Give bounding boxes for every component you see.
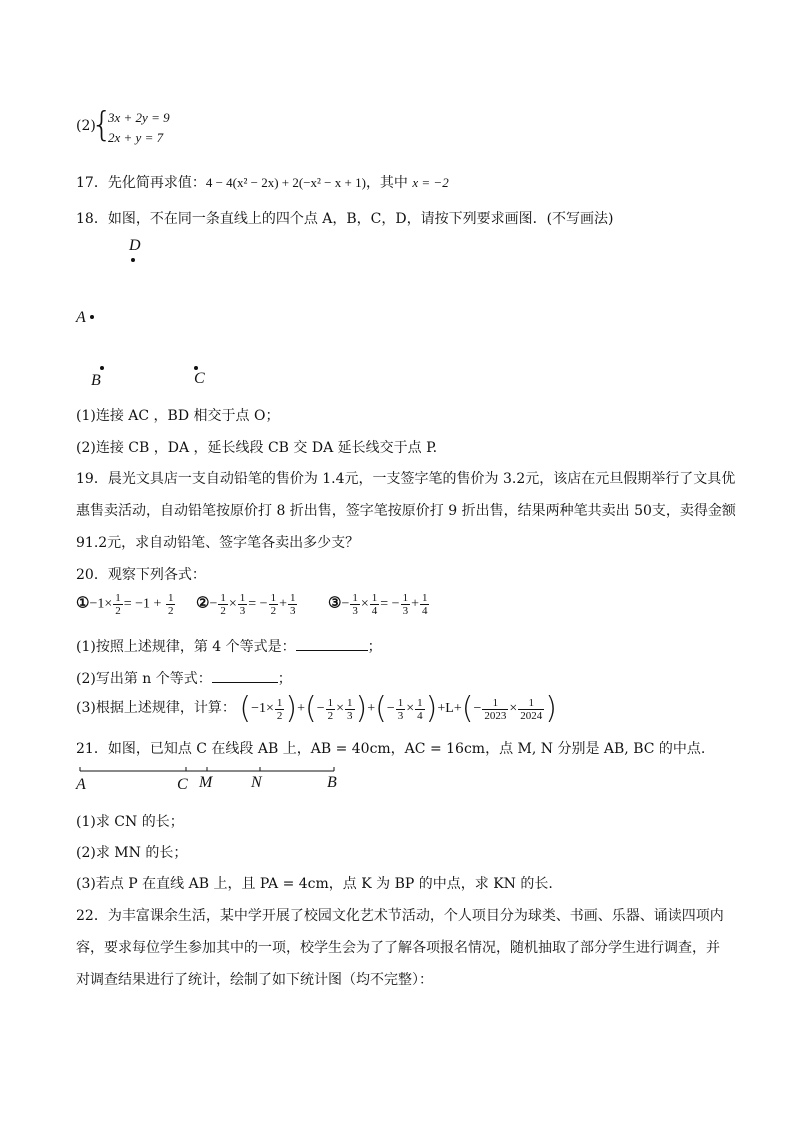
paren-close-4: ) — [545, 691, 558, 726]
eq2-frac0: $\frac{1}{2}$ — [220, 592, 226, 617]
eq2-frac3: $\frac{1}{3}$ — [289, 592, 296, 617]
q20-part3-text: (3)根据上述规律，计算： — [76, 700, 236, 717]
q20-part2-end: ； — [277, 671, 292, 687]
seg-label-n: N — [251, 774, 262, 791]
eq3-frac1: $\frac{1}{4}$ — [371, 592, 378, 617]
eq3-plus: + — [411, 596, 419, 612]
eq3-mark: ③ — [328, 595, 342, 612]
system-brace: { — [91, 105, 113, 145]
point-a-label: A — [76, 309, 86, 326]
q16-2-label: (2) — [76, 118, 96, 134]
point-b-label: B — [91, 372, 101, 389]
eq3-times: × — [360, 596, 369, 612]
eq2-part-b: = − — [248, 596, 268, 612]
eq1-frac1: $\frac{1}{2}$ — [115, 592, 121, 617]
q21-part1: (1)求 CN 的长； — [76, 814, 184, 830]
point-a — [90, 315, 94, 319]
q20-eq-2 — [196, 592, 298, 617]
eq1-part-b: = −1 + — [123, 596, 165, 612]
eq2-part-a: − — [209, 596, 218, 612]
q20-answer-blank-2[interactable] — [212, 668, 278, 683]
q20-answer-blank-1[interactable] — [296, 636, 368, 651]
q20-part1-text: (1)按照上述规律，第 4 个等式是： — [76, 639, 296, 655]
q20-stem: 20．观察下列各式： — [76, 567, 206, 583]
eq3-frac3: $\frac{1}{4}$ — [421, 592, 428, 617]
q20-part1-end: ； — [367, 639, 382, 655]
q17-suffix: ，其中 — [365, 175, 413, 191]
point-c-label: C — [194, 370, 205, 387]
q19-line1: 19．晨光文具店一支自动铅笔的售价为 1.4元，一支签字笔的售价为 3.2元，该店在元旦假期举行了文具优 — [76, 471, 736, 487]
q17-cond: x = −2 — [412, 175, 449, 190]
q20-eq-1 — [76, 592, 176, 617]
q21-part2: (2)求 MN 的长； — [76, 845, 188, 861]
paren-open-3: ( — [375, 691, 387, 726]
eq3-part-b: = − — [380, 596, 400, 612]
q18-part2: (2)连接 CB ，DA ，延长线段 CB 交 DA 延长线交于点 P. — [76, 440, 438, 456]
q16-2-eq2: 2x + y = 7 — [108, 130, 164, 145]
q22-line1: 22．为丰富课余生活，某中学开展了校园文化艺术节活动，个人项目分为球类、书画、乐器、诵读四项内 — [76, 908, 724, 924]
paren-open-1: ( — [239, 691, 252, 726]
paren-open-2: ( — [304, 691, 317, 726]
paren-close-3: ) — [425, 691, 438, 726]
q20-part2 — [76, 668, 292, 688]
seg-label-c: C — [177, 776, 188, 793]
q22-line2: 容，要求每位学生参加其中的一项，校学生会为了了解各项报名情况，随机抽取了部分学生进行调查，并 — [76, 940, 720, 956]
q21-part3: (3)若点 P 在直线 AB 上，且 PA = 4cm，点 K 为 BP 的中点，求 KN 的长. — [76, 876, 553, 892]
q21-segment-figure — [70, 762, 360, 798]
q20-part3: (3)根据上述规律，计算： (−1× $\frac{1}{2}$ )+(− $\frac{1}{2}$ × $\frac{1}{3}$ )+(− $\frac{1}{3}$ × $\frac{1}{4}$ )+L+(− $\frac{1}{2023}$ × $\frac{1}{2024}$ ) — [76, 691, 558, 726]
point-d-label: D — [129, 237, 141, 254]
eq2-times: × — [228, 596, 237, 612]
paren-close-1: ) — [285, 691, 298, 726]
q21-stem: 21．如图，已知点 C 在线段 AB 上，AB = 40cm，AC = 16cm，点 M, N 分别是 AB, BC 的中点. — [76, 741, 706, 757]
q19-line2: 惠售卖活动，自动铅笔按原价打 8 折出售，签字笔按原价打 9 折出售，结果两种笔共卖出 50支，卖得金额 — [76, 503, 736, 519]
eq1-part-a: −1× — [89, 596, 113, 612]
q18-part1: (1)连接 AC ，BD 相交于点 O； — [76, 408, 280, 424]
q22-line3: 对调查结果进行了统计，绘制了如下统计图（均不完整）： — [76, 972, 433, 988]
q17-text — [76, 172, 449, 192]
ellipsis-l: L — [445, 701, 454, 717]
paren-open-4: ( — [461, 691, 474, 726]
q20-part2-text: (2)写出第 n 个等式： — [76, 671, 212, 687]
paren-close-2: ) — [355, 691, 368, 726]
q17-prefix: 17．先化简再求值： — [76, 175, 206, 191]
q17-expr: 4 − 4(x² − 2x) + 2(−x² − x + 1) — [205, 175, 366, 190]
eq1-frac2: $\frac{1}{2}$ — [167, 592, 174, 617]
point-b — [100, 366, 104, 370]
q18-stem: 18．如图，不在同一条直线上的四个点 A，B，C，D，请按下列要求画图．(不写画法) — [76, 211, 614, 227]
eq2-frac2: $\frac{1}{2}$ — [270, 592, 277, 617]
seg-label-b: B — [327, 774, 337, 791]
eq3-part-a: − — [341, 596, 350, 612]
q20-part1 — [76, 636, 382, 656]
q19-line3: 91.2元，求自动铅笔、签字笔各卖出多少支？ — [76, 535, 360, 551]
eq2-plus: + — [279, 596, 287, 612]
eq3-frac0: $\frac{1}{3}$ — [352, 592, 358, 617]
seg-label-m: M — [199, 774, 213, 791]
eq2-mark: ② — [196, 595, 210, 612]
eq3-frac2: $\frac{1}{3}$ — [402, 592, 409, 617]
point-d — [131, 258, 135, 262]
eq1-mark: ① — [76, 595, 90, 612]
q16-2-eq1: 3x + 2y = 9 — [108, 110, 170, 125]
seg-label-a: A — [76, 776, 86, 793]
q20-eq-3 — [328, 592, 430, 617]
eq2-frac1: $\frac{1}{3}$ — [239, 592, 246, 617]
